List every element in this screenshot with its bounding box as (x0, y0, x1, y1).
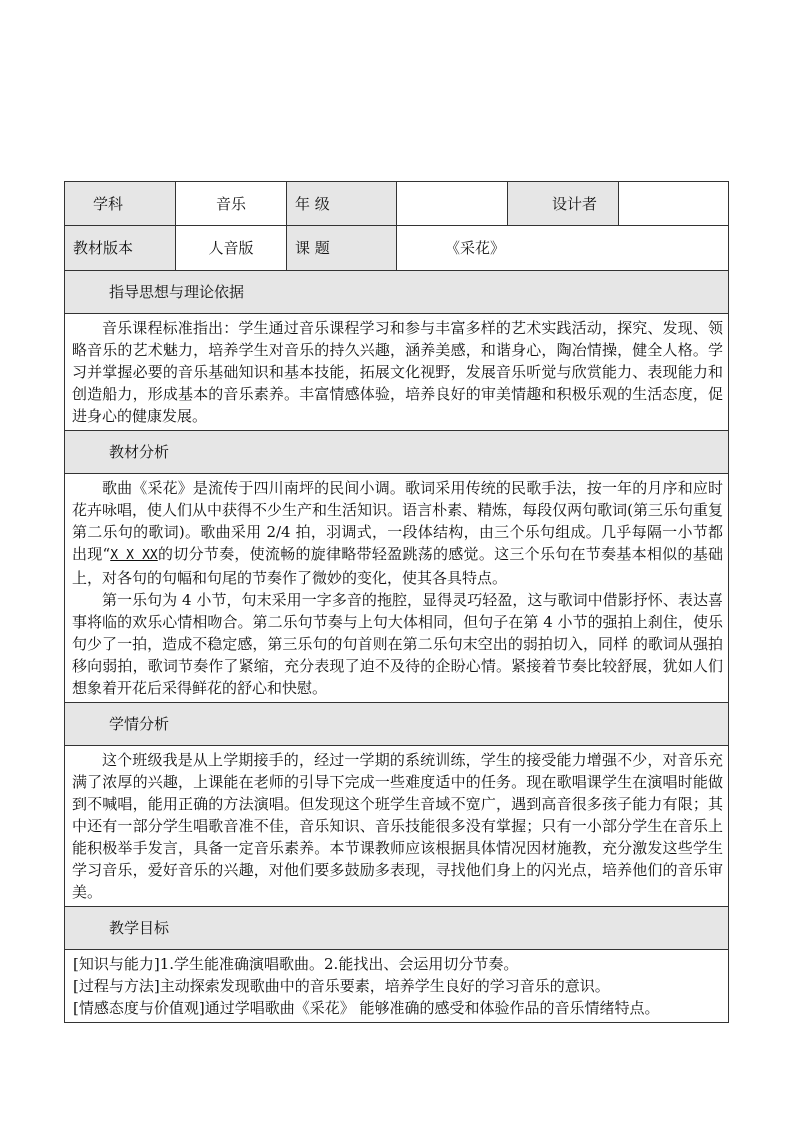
guiding-text (65, 314, 729, 431)
section-title-goals: 教学目标 (65, 907, 729, 950)
designer-label: 设计者 (508, 182, 619, 226)
material-paragraph-2: 第一乐句为 4 小节，句末采用一字多音的拖腔，显得灵巧轻盈，这与歌词中借影抒怀、表达喜事将临的欢乐心情相吻合。第二乐句节奏与上句大体相同，但句子在第 4 小节的强拍上刹住，使乐句少了一拍，造成不稳定感，第三乐句的句首则在第二乐句末空出的弱拍切入，同样 的歌词从强拍移向弱拍，歌词节奏作了紧缩，充分表现了迫不及待的企盼心情。紧接着节奏比较舒展，犹如人们想象着开花后采得鲜花的舒心和快慰。 (72, 591, 723, 697)
lesson-plan-table (64, 181, 729, 1023)
syncopation-rhythm: X X XX (110, 548, 158, 563)
designer-value (619, 182, 729, 226)
material-paragraph-1 (72, 477, 723, 589)
goals-list (65, 950, 729, 1023)
section-title-guiding: 指导思想与理论依据 (65, 271, 729, 314)
students-text (65, 746, 729, 907)
goal-item-process: [过程与方法]主动探索发现歌曲中的音乐要素，培养学生良好的学习音乐的意识。 (73, 977, 610, 995)
section-title-material: 教材分析 (65, 431, 729, 474)
goal-item-emotion: [情感态度与价值观]通过学唱歌曲《采花》 能够准确的感受和体验作品的音乐情绪特点。 (73, 999, 660, 1017)
subject-value: 音乐 (176, 182, 287, 226)
subject-label: 学科 (65, 182, 176, 226)
section-title-students: 学情分析 (65, 703, 729, 746)
section-students-body (65, 746, 729, 907)
edition-label: 教材版本 (65, 226, 176, 271)
section-goals-body (65, 950, 729, 1023)
topic-label: 课 题 (287, 226, 397, 271)
section-guiding-body (65, 314, 729, 431)
material-p1-end: 的切分节奏，使流畅的旋律略带轻盈跳荡的感觉。这三个乐句在节奏基本相似的基础上，对各句的句幅和句尾的节奏作了微妙的变化，使其各具特点。 (72, 545, 723, 587)
header-row-2 (65, 226, 729, 271)
guiding-paragraph: 音乐课程标准指出：学生通过音乐课程学习和参与丰富多样的艺术实践活动，探究、发现、领略音乐的艺术魅力，培养学生对音乐的持久兴趣，涵养美感，和谐身心，陶冶情操，健全人格。学习并掌握必要的音乐基础知识和基本技能，拓展文化视野，发展音乐听觉与欣赏能力、表现能力和创造船力，形成基本的音乐素养。丰富情感体验，培养良好的审美情趣和积极乐观的生活态度，促进身心的健康发展。 (72, 319, 723, 425)
section-material-body (65, 474, 729, 703)
goal-item-knowledge: [知识与能力]1.学生能准确演唱歌曲。2.能找出、会运用切分节奏。 (73, 955, 519, 973)
students-paragraph: 这个班级我是从上学期接手的，经过一学期的系统训练，学生的接受能力增强不少，对音乐充满了浓厚的兴趣，上课能在老师的引导下完成一些难度适中的任务。现在歌唱课学生在演唱时能做到不喊唱，能用正确的方法演唱。但发现这个班学生音域不宽广，遇到高音很多孩子能力有限；其中还有一部分学生唱歌音准不佳，音乐知识、音乐技能很多没有掌握；只有一小部分学生在音乐上能积极举手发言，具备一定音乐素养。本节课教师应该根据具体情况因材施教，充分激发这些学生学习音乐，爱好音乐的兴趣，对他们要多鼓励多表现，寻找他们身上的闪光点，培养他们的音乐审美。 (72, 751, 723, 901)
section-guiding-header (65, 271, 729, 314)
topic-value: 《采花》 (397, 226, 729, 271)
material-text (65, 474, 729, 703)
section-material-header (65, 431, 729, 474)
material-p1-start: 歌曲《采花》是流传于四川南坪的民间小调。歌词采用传统的民歌手法，按一年的月序和应时花卉咏唱，使人们从中获得不少生产和生活知识。语言朴素、精炼，每段仅两句歌词(第三乐句重复第二乐句的歌词)。歌曲采用 2/4 拍，羽调式，一段体结构，由三个乐句组成。几乎每隔一小节都出现“ (72, 479, 723, 563)
grade-label: 年 级 (287, 182, 397, 226)
section-goals-header (65, 907, 729, 950)
grade-value (397, 182, 508, 226)
edition-value: 人音版 (176, 226, 287, 271)
header-row-1 (65, 182, 729, 226)
section-students-header (65, 703, 729, 746)
